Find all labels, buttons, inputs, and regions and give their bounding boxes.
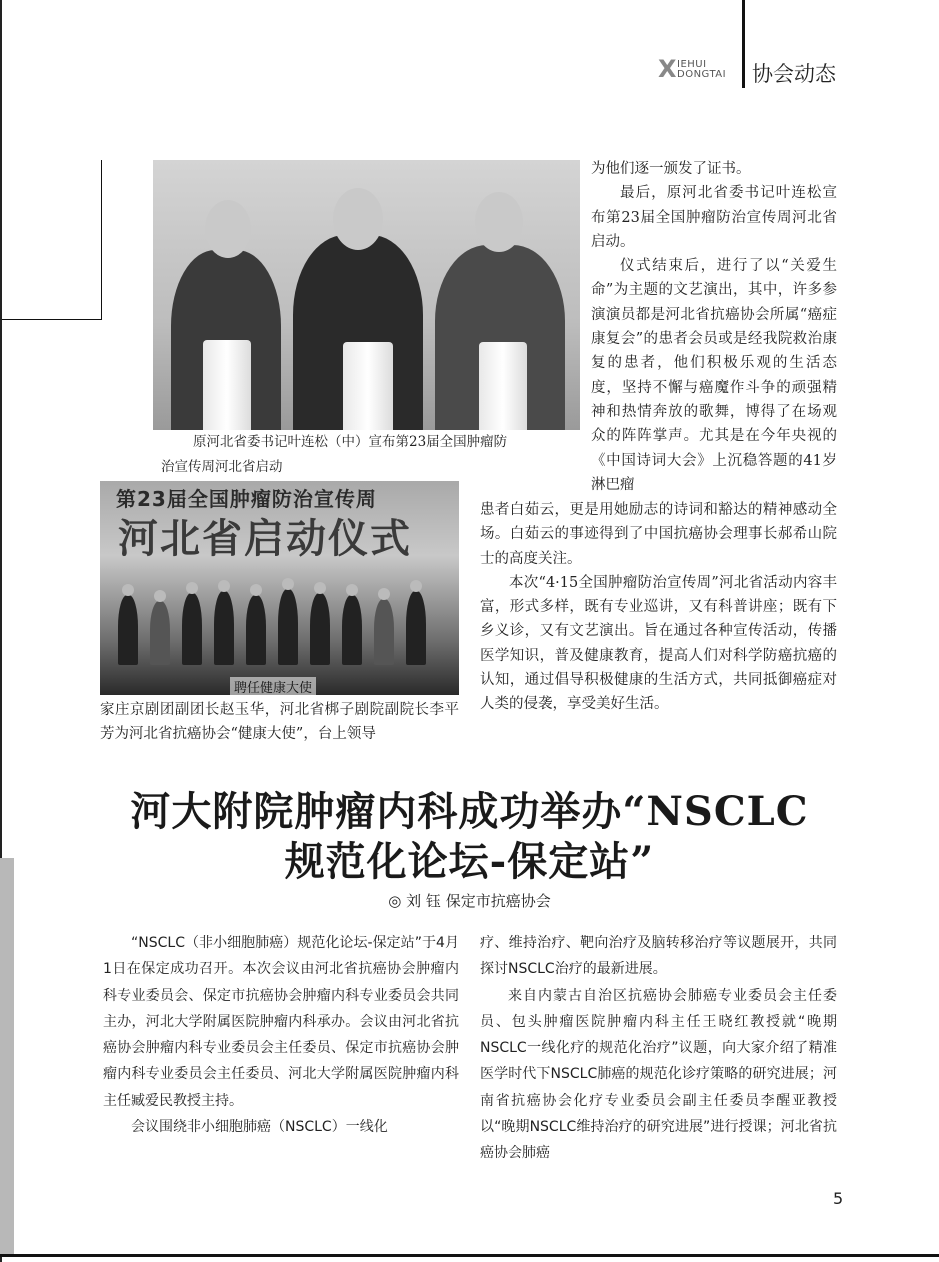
paragraph: 为他们逐一颁发了证书。 <box>591 161 751 177</box>
photo2-banner-line2: 河北省启动仪式 <box>118 515 412 562</box>
launch-ceremony-photo <box>153 160 580 430</box>
paragraph: 仪式结束后，进行了以“关爱生命”为主题的文艺演出，其中，许多参演演员都是河北省抗癌协会所属“癌症康复会”的患者会员或是经我院救治康复的患者，他们积极乐观的生活态度，坚持不懈与癌魔作斗争的顽强精神和热情奔放的歌舞，博得了在场观众的阵阵掌声。尤其是在今年央视的《中国诗词大会》上沉稳答题的41岁淋巴瘤 <box>591 258 837 493</box>
paragraph: “NSCLC（非小细胞肺癌）规范化论坛-保定站”于4月1日在保定成功召开。本次会议由河北省抗癌协会肿瘤内科专业委员会、保定市抗癌协会肿瘤内科专业委员会共同主办，河北大学附属医院肿瘤内科承办。会议由河北省抗癌协会肿瘤内科专业委员会主任委员、保定市抗癌协会肿瘤内科专业委员会主任委员、河北大学附属医院肿瘤内科主任臧爱民教授主持。 <box>103 935 459 1109</box>
paragraph: 会议围绕非小细胞肺癌（NSCLC）一线化 <box>131 1119 388 1136</box>
article-byline: ◎ 刘 钰 保定市抗癌协会 <box>388 892 551 910</box>
top-article-lower-left <box>100 698 459 747</box>
photo2-banner-line1: 第23届全国肿瘤防治宣传周 <box>116 487 377 511</box>
corner-frame-vertical <box>101 160 102 320</box>
paragraph: 来自内蒙古自治区抗癌协会肺癌专业委员会主任委员、包头肿瘤医院肿瘤内科主任王晓红教授就“晚期NSCLC一线化疗的规范化治疗”议题，向大家介绍了精准医学时代下NSCLC肺癌的规范化诊疗策略的研究进展；河南省抗癌协会化疗专业委员会副主任委员李醒亚教授以“晚期NSCLC维持治疗的研究进展”进行授课；河北省抗癌协会肺癌 <box>480 987 837 1162</box>
photo2-stamp-text: 聘任健康大使 <box>230 677 316 695</box>
section-title: 协会动态 <box>752 62 836 86</box>
paragraph: 疗、维持治疗、靶向治疗及脑转移治疗等议题展开，共同探讨NSCLC治疗的最新进展。 <box>480 935 837 978</box>
section-logo-line1: IEHUI <box>677 59 707 70</box>
top-article-lower-right <box>480 498 837 717</box>
article-title-line2: 规范化论坛-保定站” <box>284 838 655 885</box>
article-title-line1: 河大附院肿瘤内科成功举办“NSCLC <box>130 788 809 835</box>
paragraph: 家庄京剧团副团长赵玉华，河北省梆子剧院副院长李平芳为河北省抗癌协会“健康大使”，台上领导 <box>100 702 459 743</box>
header-divider-line <box>742 0 745 88</box>
main-article-left-column <box>103 930 459 1140</box>
main-article-right-column <box>480 930 837 1167</box>
page-number: 5 <box>833 1189 844 1208</box>
paragraph: 本次“4·15全国肿瘤防治宣传周”河北省活动内容丰富，形式多样，既有专业巡讲，又有科普讲座；既有下乡义诊，又有文艺演出。旨在通过各种宣传活动，传播医学知识，普及健康教育，提高人们对科学防癌抗癌的认知，通过倡导积极健康的生活方式，共同抵御癌症对人类的侵袭，享受美好生活。 <box>480 574 837 713</box>
section-logo-letter: X <box>658 55 676 83</box>
photo1-caption-line2: 治宣传周河北省启动 <box>161 459 283 475</box>
side-shade-bar <box>0 858 14 1254</box>
paragraph: 最后，原河北省委书记叶连松宣布第23届全国肿瘤防治宣传周河北省启动。 <box>591 185 837 250</box>
health-ambassador-photo <box>100 481 459 695</box>
paragraph: 患者白茹云，更是用她励志的诗词和豁达的精神感动全场。白茹云的事迹得到了中国抗癌协会理事长郝希山院士的高度关注。 <box>480 502 837 567</box>
corner-frame-horizontal <box>0 319 102 320</box>
page-bottom-line <box>0 1254 939 1257</box>
section-logo-line2: DONGTAI <box>677 69 727 80</box>
photo1-caption-line1: 原河北省委书记叶连松（中）宣布第23届全国肿瘤防 <box>193 434 508 450</box>
top-article-right-column <box>591 157 837 497</box>
